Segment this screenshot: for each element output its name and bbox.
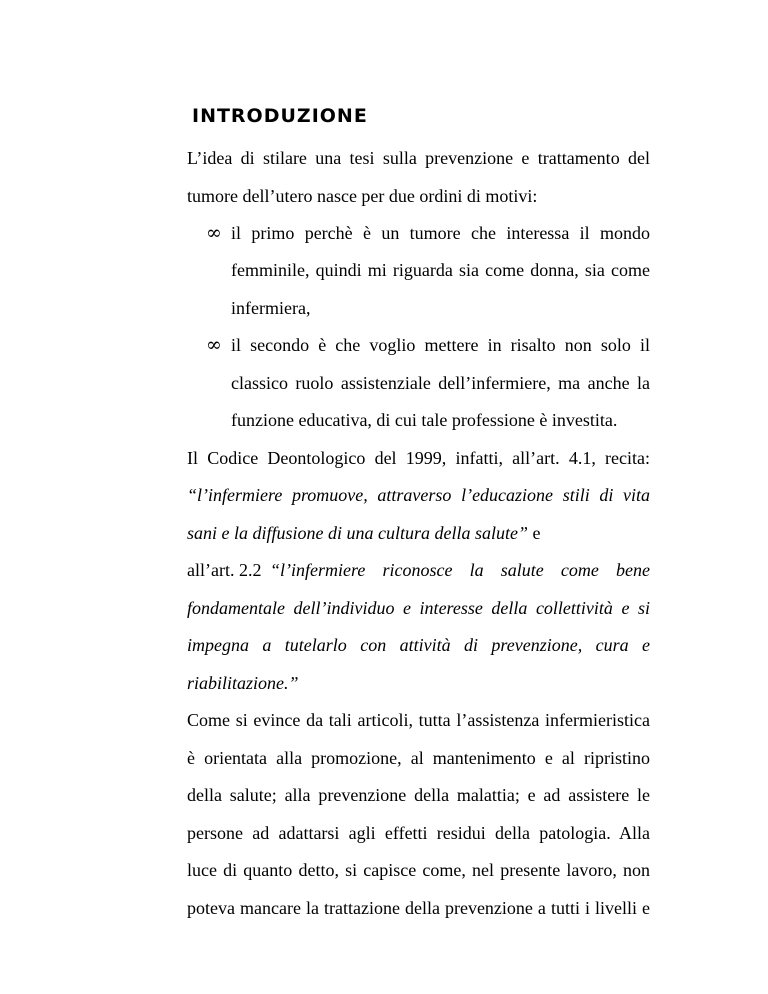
paragraph2-quote-line2: sani e la diffusione di una cultura della salute” bbox=[187, 523, 528, 543]
bullet1-line2: femminile, quindi mi riguarda sia come donna, sia come bbox=[231, 260, 650, 280]
paragraph2-quote-line4: fondamentale dell’individuo e interesse della collettività e si bbox=[187, 598, 650, 618]
paragraph3-line4: persone ad adattarsi agli effetti residui della patologia. Alla bbox=[187, 823, 650, 843]
bullet1-line3: infermiera, bbox=[231, 298, 311, 318]
paragraph2-line4 bbox=[187, 558, 650, 582]
paragraph3-line3: della salute; alla prevenzione della malattia; e ad assistere le bbox=[187, 785, 650, 805]
paragraph2-quote-line5: impegna a tutelarlo con attività di prevenzione, cura e bbox=[187, 635, 650, 655]
paragraph2-quote-line3: “l’infermiere riconosce la salute come bene bbox=[269, 560, 650, 580]
paragraph2-line3 bbox=[187, 521, 541, 545]
paragraph3-line6: poteva mancare la trattazione della prevenzione a tutti i livelli e bbox=[187, 898, 650, 918]
bullet2-line3: funzione educativa, di cui tale professione è investita. bbox=[231, 410, 618, 430]
paragraph2-line3-tail: e bbox=[528, 523, 541, 543]
section-title: INTRODUZIONE bbox=[192, 105, 368, 127]
paragraph3-line5: luce di quanto detto, si capisce come, nel presente lavoro, non bbox=[187, 860, 650, 880]
paragraph3-line2: è orientata alla promozione, al mantenimento e al ripristino bbox=[187, 748, 650, 768]
paragraph3-line1: Come si evince da tali articoli, tutta l’assistenza infermieristica bbox=[187, 710, 650, 730]
paragraph2-quote-line6: riabilitazione.” bbox=[187, 673, 299, 693]
bullet2-line1: il secondo è che voglio mettere in risalto non solo il bbox=[231, 335, 650, 355]
paragraph1-line1: L’idea di stilare una tesi sulla prevenzione e trattamento del bbox=[187, 148, 650, 168]
infinity-bullet-icon: ∞ bbox=[206, 334, 222, 356]
paragraph1-line2: tumore dell’utero nasce per due ordini di motivi: bbox=[187, 186, 538, 206]
paragraph2-quote-line1: “l’infermiere promuove, attraverso l’educazione stili di vita bbox=[187, 485, 650, 505]
bullet2-line2: classico ruolo assistenziale dell’infermiere, ma anche la bbox=[231, 373, 650, 393]
infinity-bullet-icon: ∞ bbox=[206, 222, 222, 244]
paragraph2-line1: Il Codice Deontologico del 1999, infatti, all’art. 4.1, recita: bbox=[187, 448, 650, 468]
paragraph2-art-ref: all’art. 2.2 bbox=[187, 560, 266, 580]
bullet1-line1: il primo perchè è un tumore che interessa il mondo bbox=[231, 223, 650, 243]
